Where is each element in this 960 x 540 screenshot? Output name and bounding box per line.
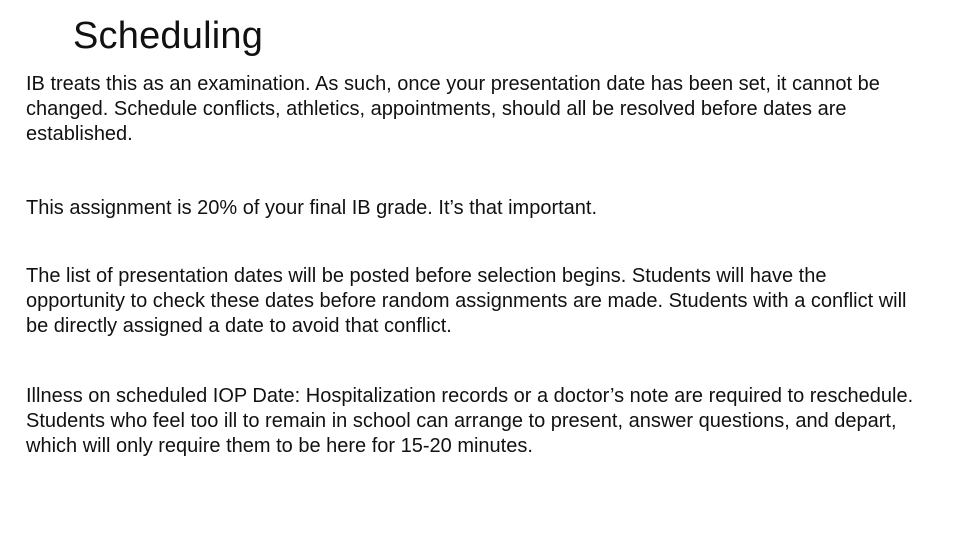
- paragraph-illness-policy: Illness on scheduled IOP Date: Hospitalization records or a doctor’s note are required to reschedule. Students who feel too ill to remain in school can arrange to present, answer questions, and depart, which will only require them to be here for 15-20 minutes.: [26, 385, 914, 457]
- paragraph-grade-weight: This assignment is 20% of your final IB grade. It’s that important.: [26, 197, 598, 219]
- paragraph-presentation-dates: The list of presentation dates will be posted before selection begins. Students will have the opportunity to check these dates before random assignments are made. Students with a conflict will be directly assigned a date to avoid that conflict.: [26, 265, 907, 337]
- slide-title: Scheduling: [73, 15, 264, 57]
- paragraph-examination-policy: IB treats this as an examination. As such, once your presentation date has been set, it cannot be changed. Schedule conflicts, athletics, appointments, should all be resolved before dates are established.: [26, 73, 880, 145]
